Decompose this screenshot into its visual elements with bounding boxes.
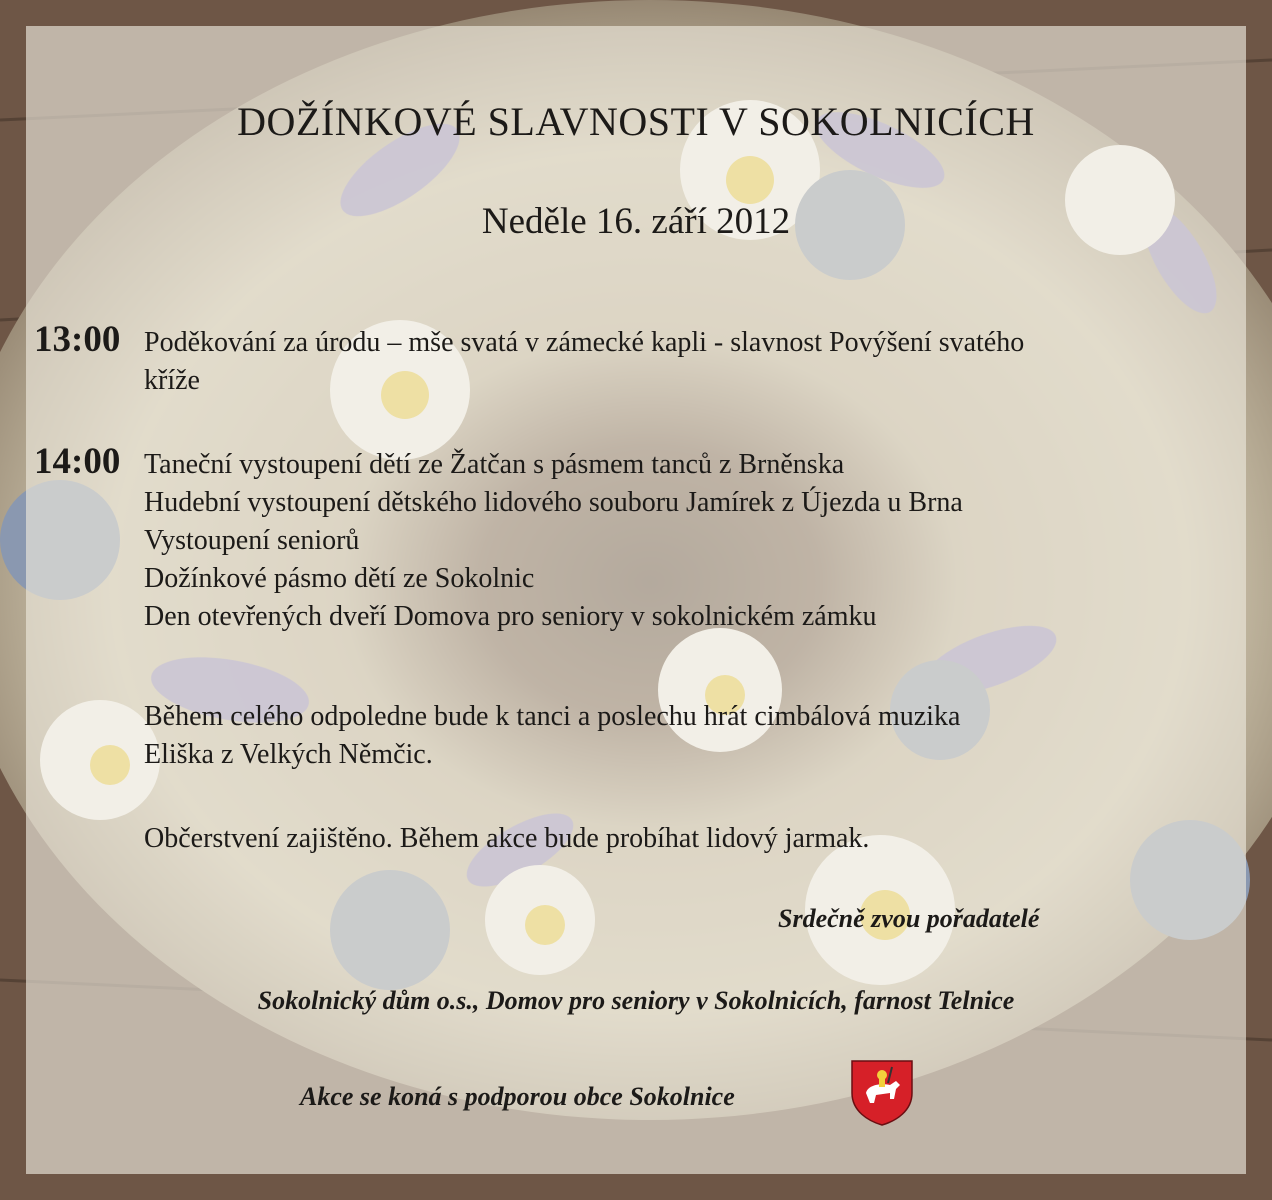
organizers-text: Sokolnický dům o.s., Domov pro seniory v Sokolnicích, farnost Telnice	[257, 986, 1015, 1015]
refreshments-note: Občerstvení zajištěno. Během akce bude probíhat lidový jarmak.	[144, 823, 870, 854]
music-note	[144, 698, 960, 774]
program-line: Dožínkové pásmo dětí ze Sokolnic	[144, 563, 535, 594]
program-time-1: 13:00	[34, 319, 121, 360]
program-line: Taneční vystoupení dětí ze Žatčan s pásmem tanců z Brněnska	[144, 449, 845, 480]
program-line: Vystoupení seniorů	[144, 525, 360, 556]
music-line: Během celého odpoledne bude k tanci a poslechu hrát cimbálová muzika	[144, 701, 961, 732]
program-line: Den otevřených dveří Domova pro seniory v sokolnickém zámku	[144, 601, 877, 632]
support-text: Akce se koná s podporou obce Sokolnice	[300, 1082, 735, 1111]
sokolnice-crest-icon	[846, 1055, 918, 1127]
program-line: kříže	[144, 365, 200, 396]
program-time-2: 14:00	[34, 441, 121, 482]
program-text-2	[144, 446, 963, 636]
event-date: Neděle 16. září 2012	[481, 201, 791, 242]
program-line: Poděkování za úrodu – mše svatá v zámecké kapli - slavnost Povýšení svatého	[144, 327, 1025, 358]
event-title: DOŽÍNKOVÉ SLAVNOSTI V SOKOLNICÍCH	[237, 99, 1035, 144]
program-text-1	[144, 324, 1024, 400]
music-line: Eliška z Velkých Němčic.	[144, 739, 433, 770]
program-line: Hudební vystoupení dětského lidového souboru Jamírek z Újezda u Brna	[144, 487, 963, 518]
invite-text: Srdečně zvou pořadatelé	[778, 904, 1040, 933]
